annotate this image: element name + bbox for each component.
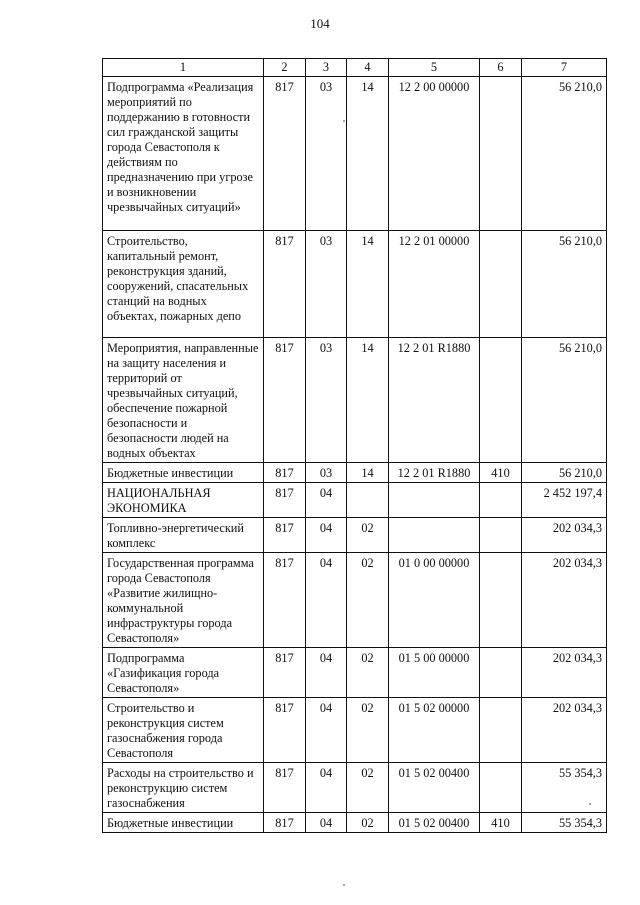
subsection-cell: 14: [347, 463, 389, 483]
code-cell: 817: [264, 553, 306, 648]
scan-speck: [343, 120, 345, 122]
target-article-cell: [389, 518, 480, 553]
code-cell: 817: [264, 813, 306, 833]
section-cell: 03: [306, 77, 347, 231]
section-cell: 04: [306, 483, 347, 518]
subsection-cell: 14: [347, 231, 389, 338]
expense-type-cell: [480, 518, 522, 553]
subsection-cell: 02: [347, 553, 389, 648]
code-cell: 817: [264, 338, 306, 463]
row-name-cell: Строительство, капитальный ремонт, реконструкция зданий, сооружений, спасательных станций на водных объектах, пожарных депо: [103, 231, 264, 338]
row-name-cell: Подпрограмма «Реализация мероприятий по поддержанию в готовности сил гражданской защиты города Севастополя к действиям по предназначению при угрозе и возникновении чрезвычайных ситуаций»: [103, 77, 264, 231]
code-cell: 817: [264, 698, 306, 763]
expense-type-cell: [480, 77, 522, 231]
table-row: [103, 338, 607, 463]
table-row: [103, 648, 607, 698]
budget-table: [102, 58, 607, 833]
subsection-cell: 02: [347, 518, 389, 553]
code-cell: 817: [264, 648, 306, 698]
amount-cell: 2 452 197,4: [522, 483, 607, 518]
code-cell: 817: [264, 231, 306, 338]
target-article-cell: 12 2 01 R1880: [389, 338, 480, 463]
table-row: [103, 698, 607, 763]
table-row: [103, 763, 607, 813]
amount-cell: 56 210,0: [522, 77, 607, 231]
expense-type-cell: [480, 763, 522, 813]
code-cell: 817: [264, 763, 306, 813]
row-name-cell: Бюджетные инвестиции: [103, 463, 264, 483]
section-cell: 04: [306, 553, 347, 648]
row-name-cell: Строительство и реконструкция систем газоснабжения города Севастополя: [103, 698, 264, 763]
code-cell: 817: [264, 77, 306, 231]
scan-speck: [343, 884, 345, 886]
page-number: 104: [310, 16, 330, 31]
table-row: [103, 518, 607, 553]
table-row: [103, 483, 607, 518]
target-article-cell: 12 2 01 00000: [389, 231, 480, 338]
amount-cell: 55 354,3: [522, 763, 607, 813]
expense-type-cell: [480, 553, 522, 648]
table-row: [103, 231, 607, 338]
scan-speck: [589, 803, 591, 805]
table-row: [103, 77, 607, 231]
target-article-cell: 01 0 00 00000: [389, 553, 480, 648]
amount-cell: 56 210,0: [522, 463, 607, 483]
row-name-cell: Бюджетные инвестиции: [103, 813, 264, 833]
target-article-cell: 01 5 02 00400: [389, 763, 480, 813]
subsection-cell: 02: [347, 698, 389, 763]
row-name-cell: Государственная программа города Севастополя «Развитие жилищно-коммунальной инфраструктуры города Севастополя»: [103, 553, 264, 648]
header-cell: 3: [306, 59, 347, 77]
header-cell: 6: [480, 59, 522, 77]
row-name-cell: Расходы на строительство и реконструкцию систем газоснабжения: [103, 763, 264, 813]
table-row: [103, 553, 607, 648]
section-cell: 03: [306, 338, 347, 463]
header-cell: 1: [103, 59, 264, 77]
target-article-cell: 01 5 02 00000: [389, 698, 480, 763]
header-cell: 4: [347, 59, 389, 77]
header-cell: 5: [389, 59, 480, 77]
amount-cell: 55 354,3: [522, 813, 607, 833]
amount-cell: 202 034,3: [522, 518, 607, 553]
section-cell: 03: [306, 463, 347, 483]
expense-type-cell: [480, 338, 522, 463]
row-name-cell: Подпрограмма «Газификация города Севастополя»: [103, 648, 264, 698]
header-row: [103, 59, 607, 77]
section-cell: 04: [306, 698, 347, 763]
amount-cell: 56 210,0: [522, 231, 607, 338]
expense-type-cell: 410: [480, 463, 522, 483]
code-cell: 817: [264, 518, 306, 553]
target-article-cell: 12 2 01 R1880: [389, 463, 480, 483]
expense-type-cell: [480, 648, 522, 698]
expense-type-cell: 410: [480, 813, 522, 833]
expense-type-cell: [480, 698, 522, 763]
target-article-cell: 12 2 00 00000: [389, 77, 480, 231]
target-article-cell: [389, 483, 480, 518]
table-row: [103, 463, 607, 483]
code-cell: 817: [264, 483, 306, 518]
section-cell: 03: [306, 231, 347, 338]
subsection-cell: 02: [347, 813, 389, 833]
subsection-cell: 14: [347, 77, 389, 231]
subsection-cell: 02: [347, 763, 389, 813]
row-name-cell: НАЦИОНАЛЬНАЯ ЭКОНОМИКА: [103, 483, 264, 518]
row-name-cell: Мероприятия, направленные на защиту населения и территорий от чрезвычайных ситуаций, обеспечение пожарной безопасности и безопасности людей на водных объектах: [103, 338, 264, 463]
code-cell: 817: [264, 463, 306, 483]
expense-type-cell: [480, 483, 522, 518]
amount-cell: 202 034,3: [522, 698, 607, 763]
subsection-cell: [347, 483, 389, 518]
amount-cell: 56 210,0: [522, 338, 607, 463]
target-article-cell: 01 5 02 00400: [389, 813, 480, 833]
header-cell: 2: [264, 59, 306, 77]
row-name-cell: Топливно-энергетический комплекс: [103, 518, 264, 553]
subsection-cell: 14: [347, 338, 389, 463]
expense-type-cell: [480, 231, 522, 338]
section-cell: 04: [306, 518, 347, 553]
amount-cell: 202 034,3: [522, 648, 607, 698]
section-cell: 04: [306, 813, 347, 833]
section-cell: 04: [306, 648, 347, 698]
target-article-cell: 01 5 00 00000: [389, 648, 480, 698]
amount-cell: 202 034,3: [522, 553, 607, 648]
subsection-cell: 02: [347, 648, 389, 698]
header-cell: 7: [522, 59, 607, 77]
section-cell: 04: [306, 763, 347, 813]
table-row: [103, 813, 607, 833]
